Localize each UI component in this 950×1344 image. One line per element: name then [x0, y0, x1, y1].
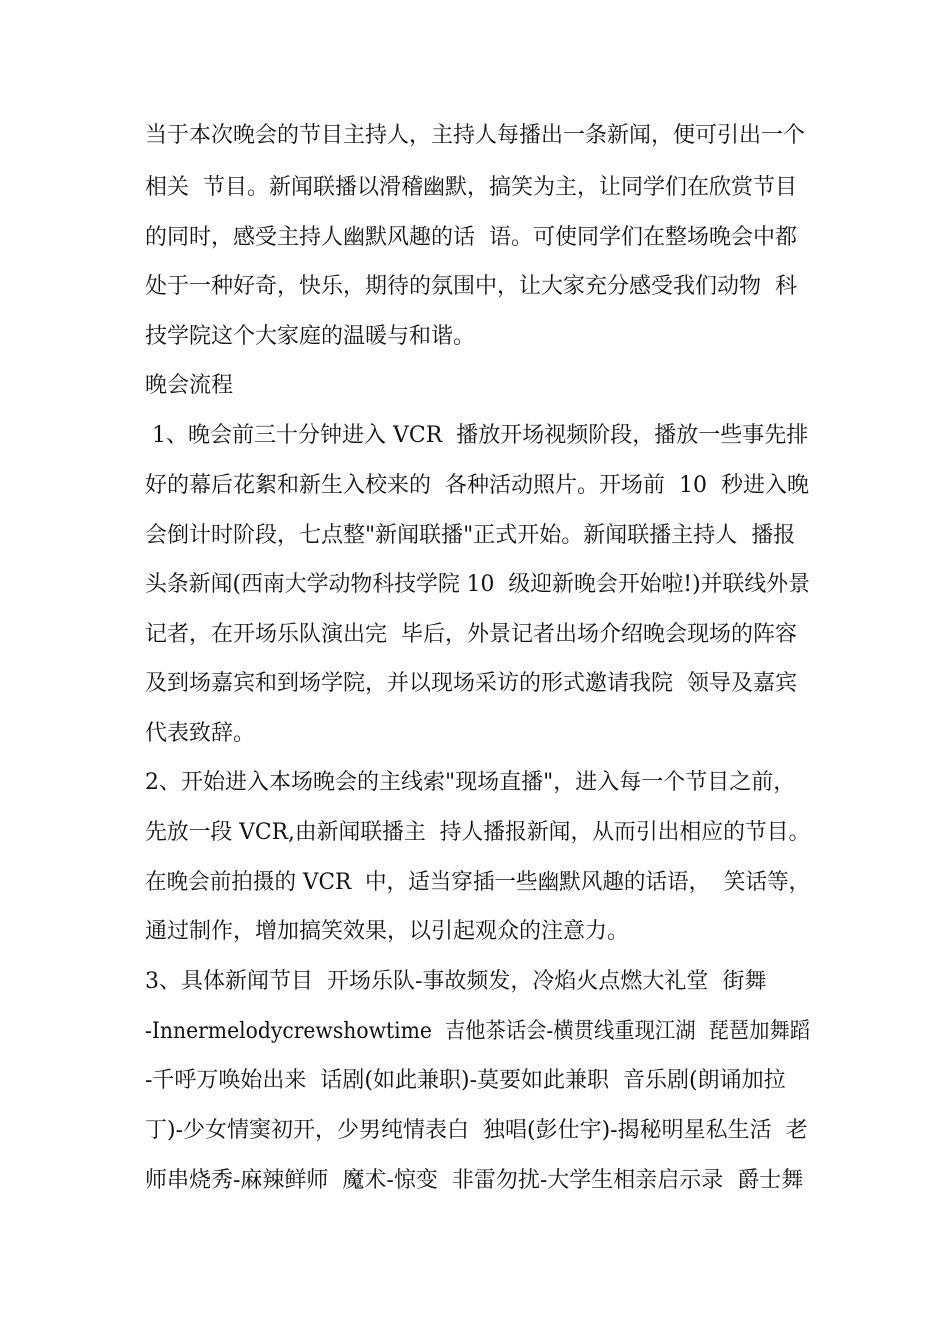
text-line: 师串烧秀-麻辣鲜师 魔术-惊变 非雷勿扰-大学生相亲启示录 爵士舞 — [145, 1168, 804, 1193]
text-line: 会倒计时阶段，七点整"新闻联播"正式开始。新闻联播主持人 播报 — [145, 523, 796, 548]
text-line: 头条新闻(西南大学动物科技学院 10 级迎新晚会开始啦!)并联线外景 — [145, 572, 810, 597]
text-line: 代表致辞。 — [145, 721, 256, 746]
text-line: 当于本次晚会的节目主持人，主持人每播出一条新闻，便可引出一个 — [145, 123, 806, 148]
text-line: 的同时，感受主持人幽默风趣的话 语。可使同学们在整场晚会中都 — [145, 225, 797, 250]
text-line: 2、开始进入本场晚会的主线索"现场直播"，进入每一个节目之前， — [145, 770, 796, 795]
text-line: 相关 节目。新闻联播以滑稽幽默，搞笑为主，让同学们在欣赏节目 — [145, 175, 797, 200]
text-line: 1、晚会前三十分钟进入 VCR 播放开场视频阶段，播放一些事先排 — [145, 423, 809, 448]
text-line: 丁)-少女情窦初开，少男纯情表白 独唱(彭仕宇)-揭秘明星私生活 老 — [145, 1118, 808, 1143]
text-line: 在晚会前拍摄的 VCR 中，适当穿插一些幽默风趣的话语， 笑话等， — [145, 870, 811, 895]
text-line: 技学院这个大家庭的温暖与和谐。 — [145, 324, 476, 349]
text-line: 通过制作，增加搞笑效果，以引起观众的注意力。 — [145, 919, 630, 944]
text-line: 3、具体新闻节目 开场乐队-事故频发，冷焰火点燃大礼堂 街舞 — [145, 969, 767, 994]
text-line: 好的幕后花絮和新生入校来的 各种活动照片。开场前 10 秒进入晚 — [145, 473, 809, 498]
text-line: 处于一种好奇，快乐，期待的氛围中，让大家充分感受我们动物 科 — [145, 274, 797, 299]
text-line: 及到场嘉宾和到场学院，并以现场采访的形式邀请我院 领导及嘉宾 — [145, 671, 797, 696]
text-line: -Innermelodycrewshowtime 吉他茶话会-横贯线重现江湖 琵琶加舞蹈 — [145, 1019, 811, 1044]
text-line: 先放一段 VCR,由新闻联播主 持人播报新闻，从而引出相应的节目。 — [145, 820, 811, 845]
text-line: 记者，在开场乐队演出完 毕后，外景记者出场介绍晚会现场的阵容 — [145, 622, 797, 647]
section-heading: 晚会流程 — [145, 373, 234, 398]
text-line: -千呼万唤始出来 话剧(如此兼职)-莫要如此兼职 音乐剧(朗诵加拉 — [145, 1068, 786, 1093]
